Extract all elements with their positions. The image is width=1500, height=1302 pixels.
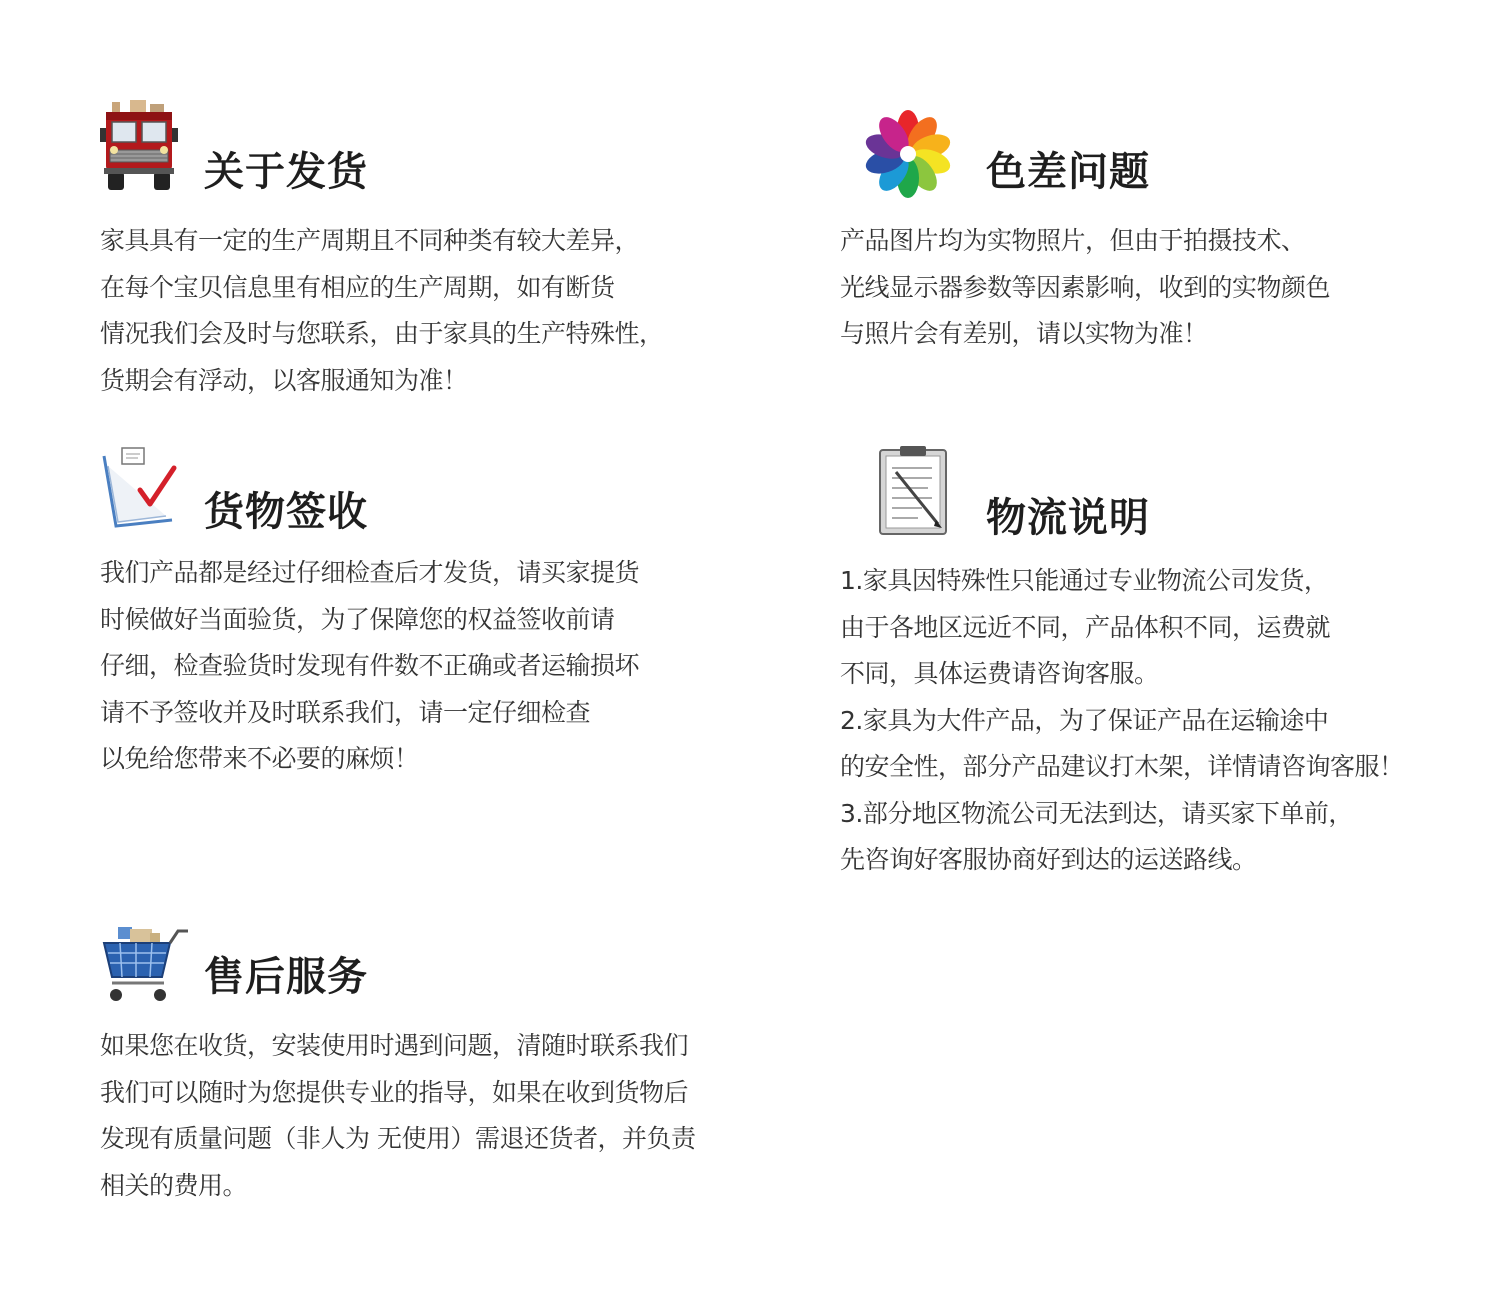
section-color — [840, 100, 1490, 358]
clipboard-icon — [878, 446, 953, 538]
text-line: 我们产品都是经过仔细检查后才发货，请买家提货 — [100, 558, 640, 587]
section-body — [100, 1023, 780, 1209]
text-line: 情况我们会及时与您联系，由于家具的生产特殊性， — [100, 319, 664, 348]
text-line: 发现有质量问题（非人为 无使用）需退还货者，并负责 — [100, 1124, 696, 1153]
text-line: 1.家具因特殊性只能通过专业物流公司发货， — [840, 566, 1329, 595]
text-line: 产品图片均为实物照片，但由于拍摄技术、 — [840, 226, 1306, 255]
section-title: 货物签收 — [204, 489, 368, 535]
text-line: 我们可以随时为您提供专业的指导，如果在收到货物后 — [100, 1077, 689, 1107]
text-line: 仔细，检查验货时发现有件数不正确或者运输损坏 — [100, 651, 640, 680]
text-line: 家具具有一定的生产周期且不同种类有较大差异， — [100, 226, 640, 255]
text-line: 相关的费用。 — [100, 1170, 248, 1200]
section-title: 物流说明 — [986, 495, 1150, 541]
truck-icon — [100, 100, 180, 195]
section-aftersales — [100, 915, 780, 1209]
checkmark-document-icon — [100, 446, 185, 541]
text-line: 以免给您带来不必要的麻烦！ — [100, 744, 419, 773]
text-line: 2.家具为大件产品，为了保证产品在运输途中 — [840, 705, 1329, 735]
text-line: 的安全性，部分产品建议打木架，详情请咨询客服！ — [840, 752, 1404, 781]
section-title: 关于发货 — [204, 149, 368, 195]
text-line: 3.部分地区物流公司无法到达，请买家下单前， — [840, 798, 1353, 828]
text-line: 先咨询好客服协商好到达的运送路线。 — [840, 845, 1257, 874]
text-line: 在每个宝贝信息里有相应的生产周期，如有断货 — [100, 272, 615, 302]
section-shipping — [100, 100, 760, 404]
section-body — [840, 558, 1490, 884]
section-body — [100, 218, 760, 404]
text-line: 货期会有浮动，以客服通知为准！ — [100, 365, 468, 395]
section-body — [840, 218, 1490, 358]
text-line: 请不予签收并及时联系我们，请一定仔细检查 — [100, 697, 591, 727]
text-line: 如果您在收货，安装使用时遇到问题，清随时联系我们 — [100, 1031, 689, 1060]
text-line: 由于各地区远近不同，产品体积不同，运费就 — [840, 612, 1331, 642]
color-wheel-icon — [864, 110, 954, 200]
section-title: 售后服务 — [204, 954, 368, 1000]
section-title: 色差问题 — [986, 149, 1150, 195]
text-line: 不同，具体运费请咨询客服。 — [840, 659, 1159, 688]
shopping-cart-icon — [100, 923, 192, 1005]
text-line: 光线显示器参数等因素影响，收到的实物颜色 — [840, 272, 1331, 302]
section-logistics — [840, 440, 1490, 884]
text-line: 与照片会有差别，请以实物为准！ — [840, 319, 1208, 348]
text-line: 时候做好当面验货，为了保障您的权益签收前请 — [100, 604, 615, 634]
section-receipt — [100, 440, 760, 783]
section-body — [100, 550, 760, 783]
